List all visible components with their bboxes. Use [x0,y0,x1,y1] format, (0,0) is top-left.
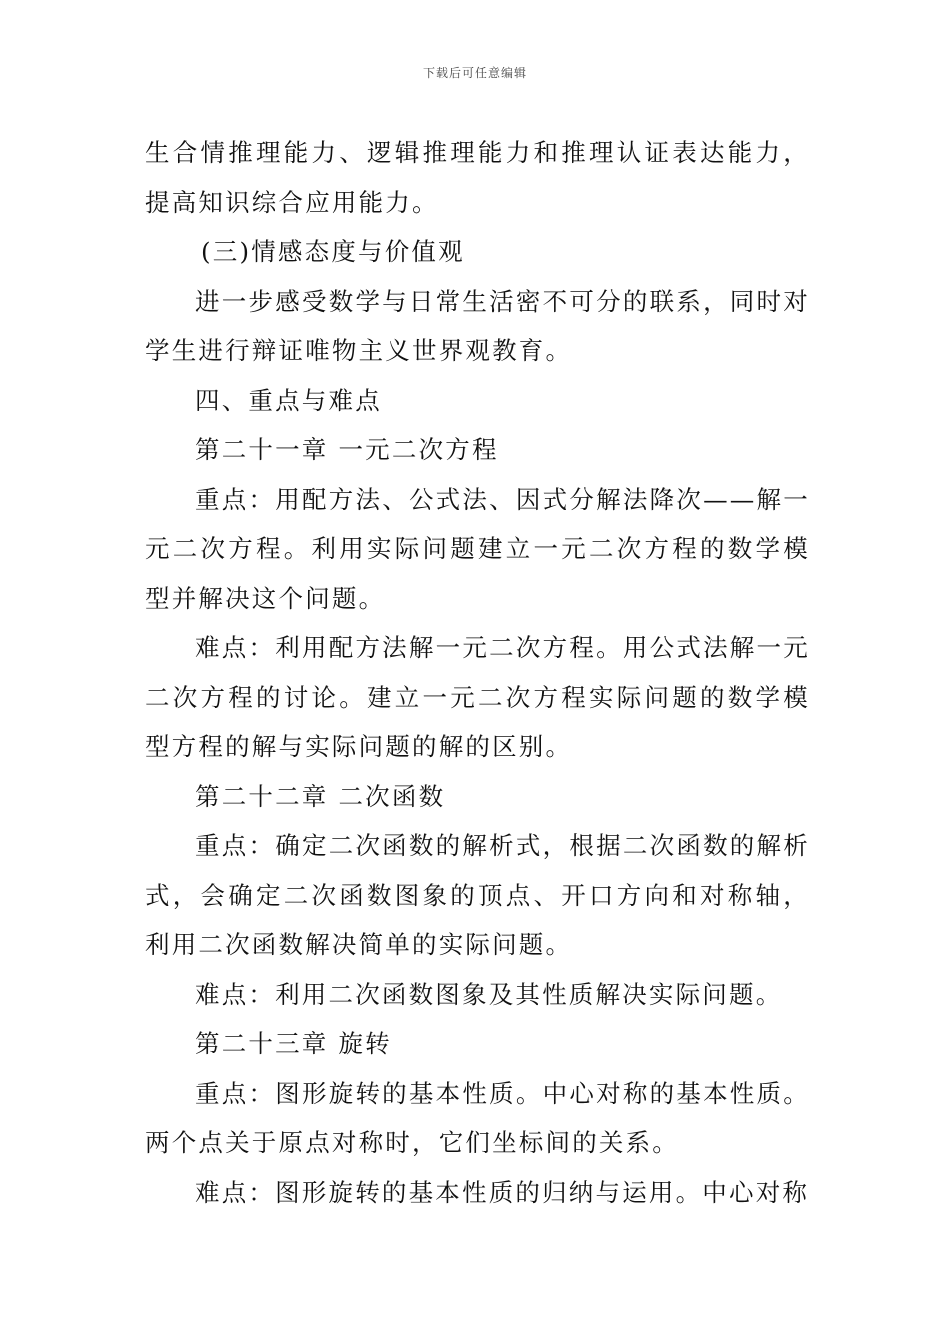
section-heading-emotion-attitude: (三)情感态度与价值观 [201,237,465,266]
paragraph-ch21-key: 重点：用配方法、公式法、因式分解法降次——解一元二次方程。利用实际问题建立一元二次方程的数学模型并解决这个问题。 [145,484,810,613]
paragraph-ch22-difficulty: 难点：利用二次函数图象及其性质解决实际问题。 [195,979,783,1009]
paragraph-ch23-difficulty: 难点：图形旋转的基本性质的归纳与运用。中心对称 [195,1177,810,1207]
paragraph-ch21-difficulty: 难点：利用配方法解一元二次方程。用公式法解一元二次方程的讨论。建立一元二次方程实际问题的数学模型方程的解与实际问题的解的区别。 [145,633,810,761]
chapter-heading-23: 第二十三章 旋转 [195,1029,392,1058]
paragraph-emotion-goal: 进一步感受数学与日常生活密不可分的联系，同时对学生进行辩证唯物主义世界观教育。 [145,286,810,365]
page-header: 下载后可任意编辑 [422,66,527,80]
section-heading-key-points: 四、重点与难点 [195,385,382,415]
chapter-heading-22: 第二十二章 二次函数 [195,781,446,811]
chapter-heading-21: 第二十一章 一元二次方程 [195,435,499,464]
document-body [145,128,810,1217]
paragraph-ch22-key: 重点：确定二次函数的解析式，根据二次函数的解析式，会确定二次函数图象的顶点、开口方向和对称轴，利用二次函数解决简单的实际问题。 [145,831,810,959]
paragraph-ch23-key: 重点：图形旋转的基本性质。中心对称的基本性质。两个点关于原点对称时，它们坐标间的关系。 [145,1078,810,1157]
paragraph-ability-summary: 生合情推理能力、逻辑推理能力和推理认证表达能力，提高知识综合应用能力。 [145,138,810,217]
